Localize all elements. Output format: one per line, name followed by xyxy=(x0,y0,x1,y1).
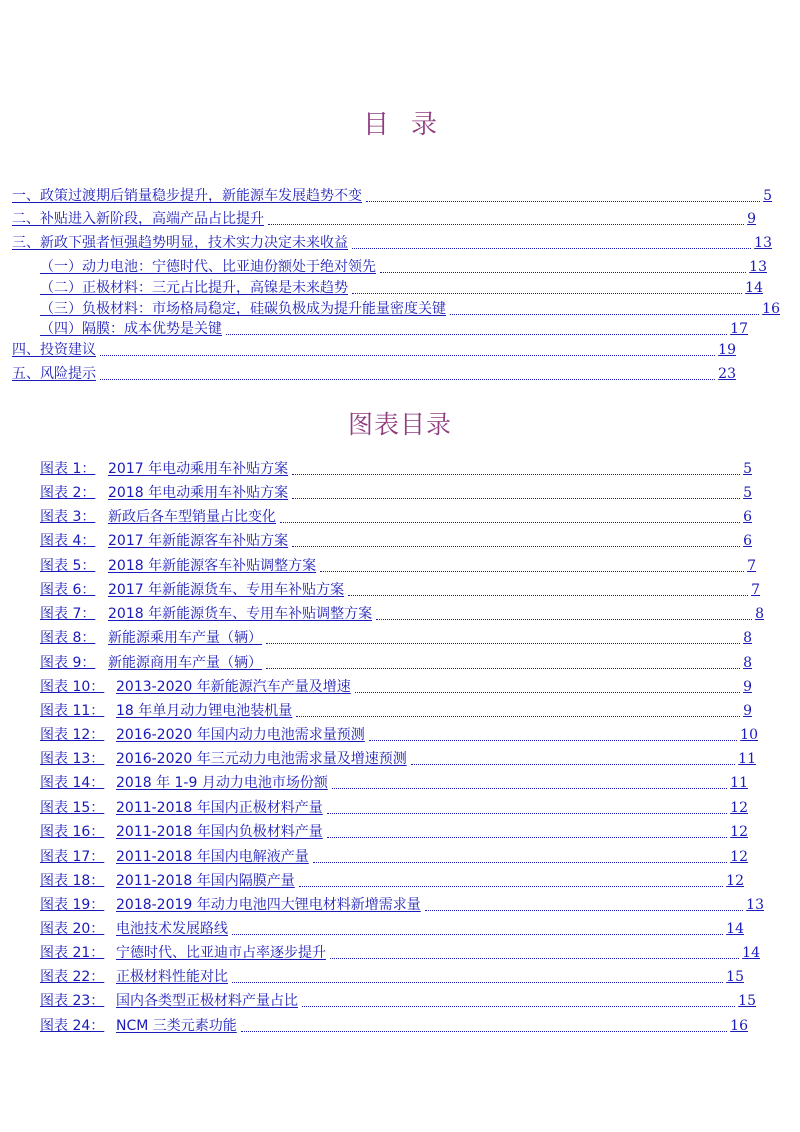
figure-entry-text: 新政后各车型销量占比变化 xyxy=(108,509,276,525)
figure-entry-text: 2018 年 1-9 月动力电池市场份额 xyxy=(116,775,328,791)
figure-entry-page: 13 xyxy=(746,897,764,913)
figure-label: 图表 24： xyxy=(40,1018,105,1034)
figure-entry-page: 5 xyxy=(743,485,752,501)
toc-entry[interactable] xyxy=(12,230,772,252)
figure-entry-page: 8 xyxy=(755,606,764,622)
figure-entry-text: 电池技术发展路线 xyxy=(116,921,228,937)
figure-label: 图表 13： xyxy=(40,751,105,767)
figure-entry-text: 2016-2020 年国内动力电池需求量预测 xyxy=(116,727,365,743)
dot-leader xyxy=(352,293,742,294)
toc-entry-text: （三）负极材料：市场格局稳定，硅碳负极成为提升能量密度关键 xyxy=(40,301,446,317)
figure-entry-text: 2017 年电动乘用车补贴方案 xyxy=(108,461,289,477)
toc-entry-page: 17 xyxy=(730,321,748,337)
figure-label: 图表 1： xyxy=(40,461,96,477)
figure-entry-page: 5 xyxy=(743,461,752,477)
figure-entry-page: 6 xyxy=(743,533,752,549)
figure-entry[interactable] xyxy=(40,674,752,696)
figure-entry-page: 14 xyxy=(742,945,760,961)
figure-label: 图表 15： xyxy=(40,800,105,816)
toc-entry-text: 五、风险提示 xyxy=(12,366,96,382)
figure-label: 图表 14： xyxy=(40,775,105,791)
figure-entry-page: 16 xyxy=(730,1018,748,1034)
figure-entry[interactable] xyxy=(40,819,748,841)
dot-leader xyxy=(411,764,735,765)
toc-entry[interactable] xyxy=(12,337,736,359)
toc-entry-text: 一、政策过渡期后销量稳步提升，新能源车发展趋势不变 xyxy=(12,188,362,204)
figure-entry[interactable] xyxy=(40,988,756,1010)
figure-entry-page: 15 xyxy=(726,969,744,985)
figure-entry-text: 2011-2018 年国内正极材料产量 xyxy=(116,800,323,816)
toc-entry-text: （二）正极材料：三元占比提升，高镍是未来趋势 xyxy=(40,280,348,296)
dot-leader xyxy=(226,334,727,335)
figure-entry-page: 8 xyxy=(743,630,752,646)
dot-leader xyxy=(327,837,727,838)
figure-label: 图表 12： xyxy=(40,727,105,743)
figure-entry-text: 2017 年新能源货车、专用车补贴方案 xyxy=(108,582,345,598)
toc-entry[interactable] xyxy=(40,275,763,297)
figure-entry-page: 7 xyxy=(751,582,760,598)
figure-entry[interactable] xyxy=(40,916,744,938)
figure-entry[interactable] xyxy=(40,868,744,890)
figure-label: 图表 17： xyxy=(40,849,105,865)
dot-leader xyxy=(320,571,744,572)
figure-entry-page: 8 xyxy=(743,655,752,671)
toc-entry[interactable] xyxy=(40,296,780,318)
dot-leader xyxy=(348,595,748,596)
dot-leader xyxy=(100,355,715,356)
figure-entry-page: 12 xyxy=(730,800,748,816)
dot-leader xyxy=(292,474,740,475)
figure-entry-text: 2018 年电动乘用车补贴方案 xyxy=(108,485,289,501)
figure-label: 图表 2： xyxy=(40,485,96,501)
figure-entry-text: 18 年单月动力锂电池装机量 xyxy=(116,703,293,719)
figure-entry[interactable] xyxy=(40,795,748,817)
figure-entry[interactable] xyxy=(40,650,752,672)
dot-leader xyxy=(330,958,739,959)
figure-entry[interactable] xyxy=(40,456,752,478)
toc-title: 目录 xyxy=(362,110,459,140)
figure-list-title: 图表目录 xyxy=(347,410,452,439)
figure-label: 图表 19： xyxy=(40,897,105,913)
figure-label: 图表 11： xyxy=(40,703,105,719)
toc-entry[interactable] xyxy=(12,206,756,228)
figure-entry-text: 2018 年新能源货车、专用车补贴调整方案 xyxy=(108,606,373,622)
dot-leader xyxy=(232,934,723,935)
toc-entry[interactable] xyxy=(40,254,767,276)
figure-entry[interactable] xyxy=(40,577,760,599)
figure-entry-text: NCM 三类元素功能 xyxy=(116,1018,237,1034)
figure-label: 图表 20： xyxy=(40,921,105,937)
dot-leader xyxy=(355,692,740,693)
dot-leader xyxy=(292,546,740,547)
toc-entry-page: 13 xyxy=(754,235,772,251)
figure-label: 图表 16： xyxy=(40,824,105,840)
dot-leader xyxy=(450,314,759,315)
toc-entry-text: （四）隔膜：成本优势是关键 xyxy=(40,321,222,337)
figure-entry[interactable] xyxy=(40,528,752,550)
figure-entry-page: 15 xyxy=(738,993,756,1009)
dot-leader xyxy=(369,740,737,741)
toc-entry[interactable] xyxy=(12,183,772,205)
figure-entry-page: 14 xyxy=(726,921,744,937)
figure-entry[interactable] xyxy=(40,504,752,526)
toc-entry-text: （一）动力电池：宁德时代、比亚迪份额处于绝对领先 xyxy=(40,259,376,275)
dot-leader xyxy=(268,224,744,225)
dot-leader xyxy=(266,643,740,644)
dot-leader xyxy=(327,813,727,814)
figure-entry-text: 2017 年新能源客车补贴方案 xyxy=(108,533,289,549)
dot-leader xyxy=(100,379,715,380)
figure-label: 图表 4： xyxy=(40,533,96,549)
toc-entry-text: 三、新政下强者恒强趋势明显，技术实力决定未来收益 xyxy=(12,235,348,251)
dot-leader xyxy=(232,982,723,983)
figure-entry-page: 7 xyxy=(747,558,756,574)
figure-entry-page: 9 xyxy=(743,679,752,695)
dot-leader xyxy=(302,1006,735,1007)
figure-entry[interactable] xyxy=(40,892,764,914)
figure-entry[interactable] xyxy=(40,698,752,720)
figure-entry[interactable] xyxy=(40,770,748,792)
dot-leader xyxy=(299,886,723,887)
figure-entry[interactable] xyxy=(40,844,748,866)
figure-entry-text: 新能源乘用车产量（辆） xyxy=(108,630,262,646)
figure-label: 图表 18： xyxy=(40,873,105,889)
toc-entry-page: 9 xyxy=(747,211,756,227)
dot-leader xyxy=(296,716,740,717)
figure-label: 图表 21： xyxy=(40,945,105,961)
figure-entry[interactable] xyxy=(40,722,758,744)
figure-label: 图表 9： xyxy=(40,655,96,671)
dot-leader xyxy=(241,1031,727,1032)
figure-entry[interactable] xyxy=(40,1013,748,1035)
figure-entry-text: 新能源商用车产量（辆） xyxy=(108,655,262,671)
figure-entry-page: 12 xyxy=(730,849,748,865)
figure-entry-page: 11 xyxy=(730,775,748,791)
figure-entry-page: 9 xyxy=(743,703,752,719)
figure-label: 图表 22： xyxy=(40,969,105,985)
figure-entry-text: 2018 年新能源客车补贴调整方案 xyxy=(108,558,317,574)
toc-entry-page: 5 xyxy=(763,188,772,204)
dot-leader xyxy=(292,498,740,499)
figure-entry-page: 12 xyxy=(730,824,748,840)
dot-leader xyxy=(280,522,740,523)
figure-entry[interactable] xyxy=(40,480,752,502)
toc-entry-page: 13 xyxy=(749,259,767,275)
toc-entry[interactable] xyxy=(40,316,748,338)
figure-label: 图表 3： xyxy=(40,509,96,525)
toc-entry-page: 19 xyxy=(718,342,736,358)
toc-entry-text: 四、投资建议 xyxy=(12,342,96,358)
figure-entry-page: 12 xyxy=(726,873,744,889)
figure-label: 图表 5： xyxy=(40,558,96,574)
figure-entry-page: 6 xyxy=(743,509,752,525)
toc-entry-page: 14 xyxy=(745,280,763,296)
figure-entry-text: 宁德时代、比亚迪市占率逐步提升 xyxy=(116,945,326,961)
figure-entry[interactable] xyxy=(40,601,764,623)
figure-entry-text: 2011-2018 年国内电解液产量 xyxy=(116,849,309,865)
toc-entry-page: 16 xyxy=(762,301,780,317)
toc-entry[interactable] xyxy=(12,361,736,383)
dot-leader xyxy=(332,788,727,789)
figure-entry-text: 2011-2018 年国内负极材料产量 xyxy=(116,824,323,840)
dot-leader xyxy=(425,910,743,911)
dot-leader xyxy=(376,619,752,620)
dot-leader xyxy=(266,668,740,669)
figure-entry-text: 2013-2020 年新能源汽车产量及增速 xyxy=(116,679,351,695)
figure-entry-page: 10 xyxy=(740,727,758,743)
dot-leader xyxy=(366,201,760,202)
figure-entry-text: 2016-2020 年三元动力电池需求量及增速预测 xyxy=(116,751,407,767)
figure-label: 图表 23： xyxy=(40,993,105,1009)
figure-entry[interactable] xyxy=(40,746,756,768)
figure-entry[interactable] xyxy=(40,625,752,647)
dot-leader xyxy=(313,862,727,863)
dot-leader xyxy=(352,248,751,249)
figure-entry-page: 11 xyxy=(738,751,756,767)
dot-leader xyxy=(380,272,746,273)
figure-entry-text: 2011-2018 年国内隔膜产量 xyxy=(116,873,295,889)
figure-label: 图表 7： xyxy=(40,606,96,622)
figure-entry-text: 正极材料性能对比 xyxy=(116,969,228,985)
figure-label: 图表 10： xyxy=(40,679,105,695)
toc-entry-page: 23 xyxy=(718,366,736,382)
figure-entry[interactable] xyxy=(40,940,760,962)
toc-entry-text: 二、补贴进入新阶段，高端产品占比提升 xyxy=(12,211,264,227)
figure-label: 图表 8： xyxy=(40,630,96,646)
figure-entry-text: 国内各类型正极材料产量占比 xyxy=(116,993,298,1009)
figure-label: 图表 6： xyxy=(40,582,96,598)
figure-entry-text: 2018-2019 年动力电池四大锂电材料新增需求量 xyxy=(116,897,421,913)
figure-entry[interactable] xyxy=(40,964,744,986)
figure-entry[interactable] xyxy=(40,553,756,575)
